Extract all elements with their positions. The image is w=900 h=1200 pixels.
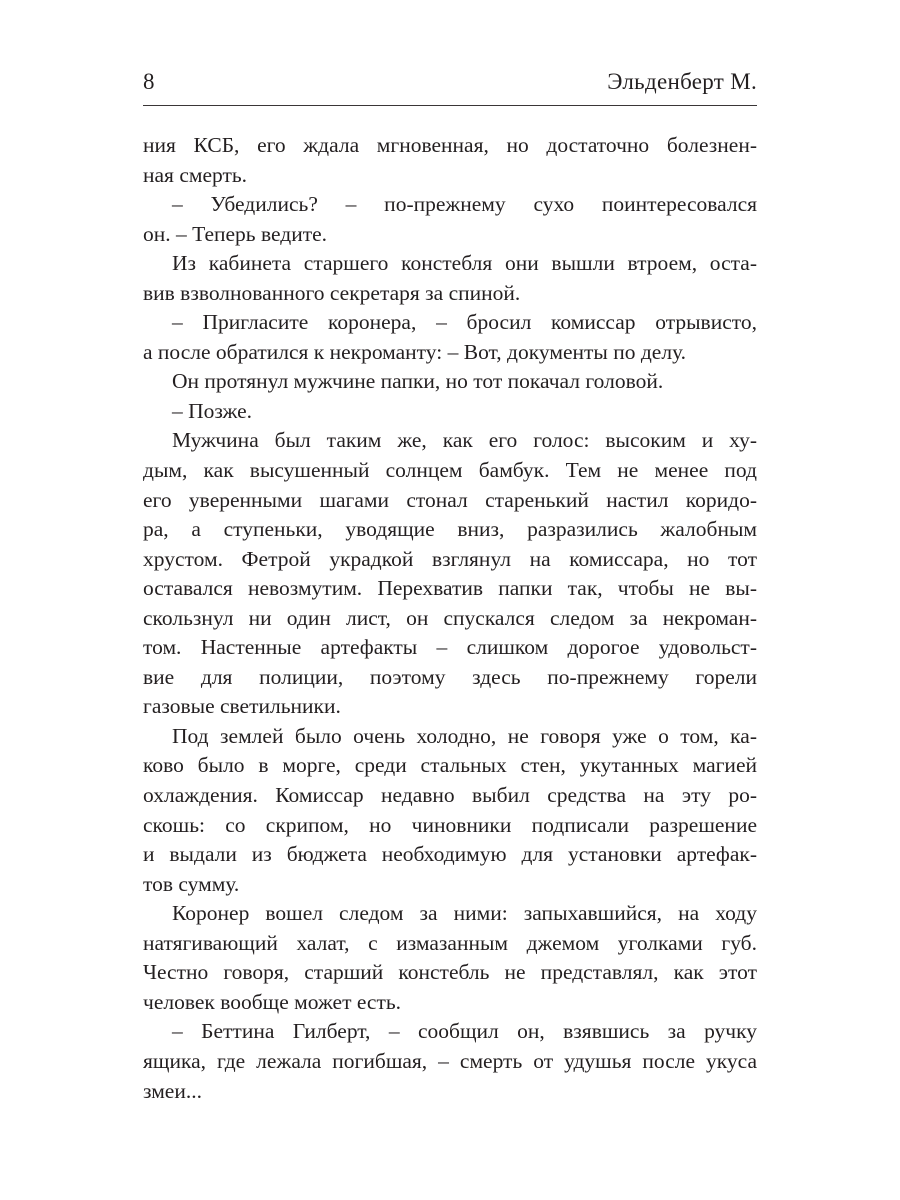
body-text bbox=[143, 131, 757, 1106]
paragraph bbox=[143, 131, 757, 190]
text-line: хрустом. Фетрой украдкой взглянул на комиссара, но тот bbox=[143, 546, 757, 571]
text-line: вие для полиции, поэтому здесь по-прежнему горели bbox=[143, 664, 757, 689]
text-line: – Позже. bbox=[172, 398, 252, 423]
text-line: ная смерть. bbox=[143, 162, 248, 187]
text-line: – Беттина Гилберт, – сообщил он, взявшись за ручку bbox=[172, 1019, 757, 1044]
text-line: Под землей было очень холодно, не говоря уже о том, ка- bbox=[172, 723, 757, 748]
paragraph bbox=[143, 367, 757, 397]
paragraph bbox=[143, 249, 757, 308]
paragraph bbox=[143, 308, 757, 367]
text-line: дым, как высушенный солнцем бамбук. Тем не менее под bbox=[143, 458, 757, 483]
text-line: том. Настенные артефакты – слишком дорогое удовольст- bbox=[143, 635, 757, 660]
text-line: ящика, где лежала погибшая, – смерть от удушья после укуса bbox=[143, 1048, 757, 1073]
text-line: он. – Теперь ведите. bbox=[143, 221, 328, 246]
text-line: ково было в морге, среди стальных стен, укутанных магией bbox=[143, 753, 757, 778]
text-line: оставался невозмутим. Перехватив папки так, чтобы не вы- bbox=[143, 576, 757, 601]
paragraph bbox=[143, 1017, 757, 1106]
text-line: – Пригласите коронера, – бросил комиссар отрывисто, bbox=[172, 310, 757, 335]
paragraph bbox=[143, 190, 757, 249]
text-line: человек вообще может есть. bbox=[143, 989, 402, 1014]
text-line: Мужчина был таким же, как его голос: высоким и ху- bbox=[172, 428, 757, 453]
text-line: Из кабинета старшего констебля они вышли втроем, оста- bbox=[172, 251, 757, 276]
text-line: газовые светильники. bbox=[143, 694, 341, 719]
text-line: натягивающий халат, с измазанным джемом уголками губ. bbox=[143, 930, 757, 955]
text-line: Он протянул мужчине папки, но тот покачал головой. bbox=[172, 369, 664, 394]
text-line: ра, а ступеньки, уводящие вниз, разразились жалобным bbox=[143, 517, 757, 542]
paragraph bbox=[143, 397, 757, 427]
text-line: а после обратился к некроманту: – Вот, документы по делу. bbox=[143, 339, 687, 364]
running-head-author: Эльденберт М. bbox=[607, 69, 757, 94]
text-line: и выдали из бюджета необходимую для установки артефак- bbox=[143, 842, 757, 867]
text-line: вив взволнованного секретаря за спиной. bbox=[143, 280, 521, 305]
text-line: Честно говоря, старший констебль не представлял, как этот bbox=[143, 960, 757, 985]
paragraph bbox=[143, 899, 757, 1017]
paragraph bbox=[143, 426, 757, 721]
text-line: скошь: со скрипом, но чиновники подписали разрешение bbox=[143, 812, 757, 837]
text-line: тов сумму. bbox=[143, 871, 240, 896]
paragraph bbox=[143, 722, 757, 899]
header-rule bbox=[143, 105, 757, 106]
text-line: Коронер вошел следом за ними: запыхавшийся, на ходу bbox=[172, 901, 757, 926]
text-line: ния КСБ, его ждала мгновенная, но достаточно болезнен- bbox=[143, 133, 757, 157]
text-line: – Убедились? – по-прежнему сухо поинтересовался bbox=[172, 192, 757, 217]
page-number: 8 bbox=[143, 69, 155, 94]
text-line: скользнул ни один лист, он спускался следом за некроман- bbox=[143, 605, 757, 630]
running-head bbox=[143, 66, 757, 98]
text-line: змеи... bbox=[143, 1078, 202, 1103]
text-line: охлаждения. Комиссар недавно выбил средства на эту ро- bbox=[143, 783, 757, 808]
text-line: его уверенными шагами стонал старенький настил коридо- bbox=[143, 487, 757, 512]
